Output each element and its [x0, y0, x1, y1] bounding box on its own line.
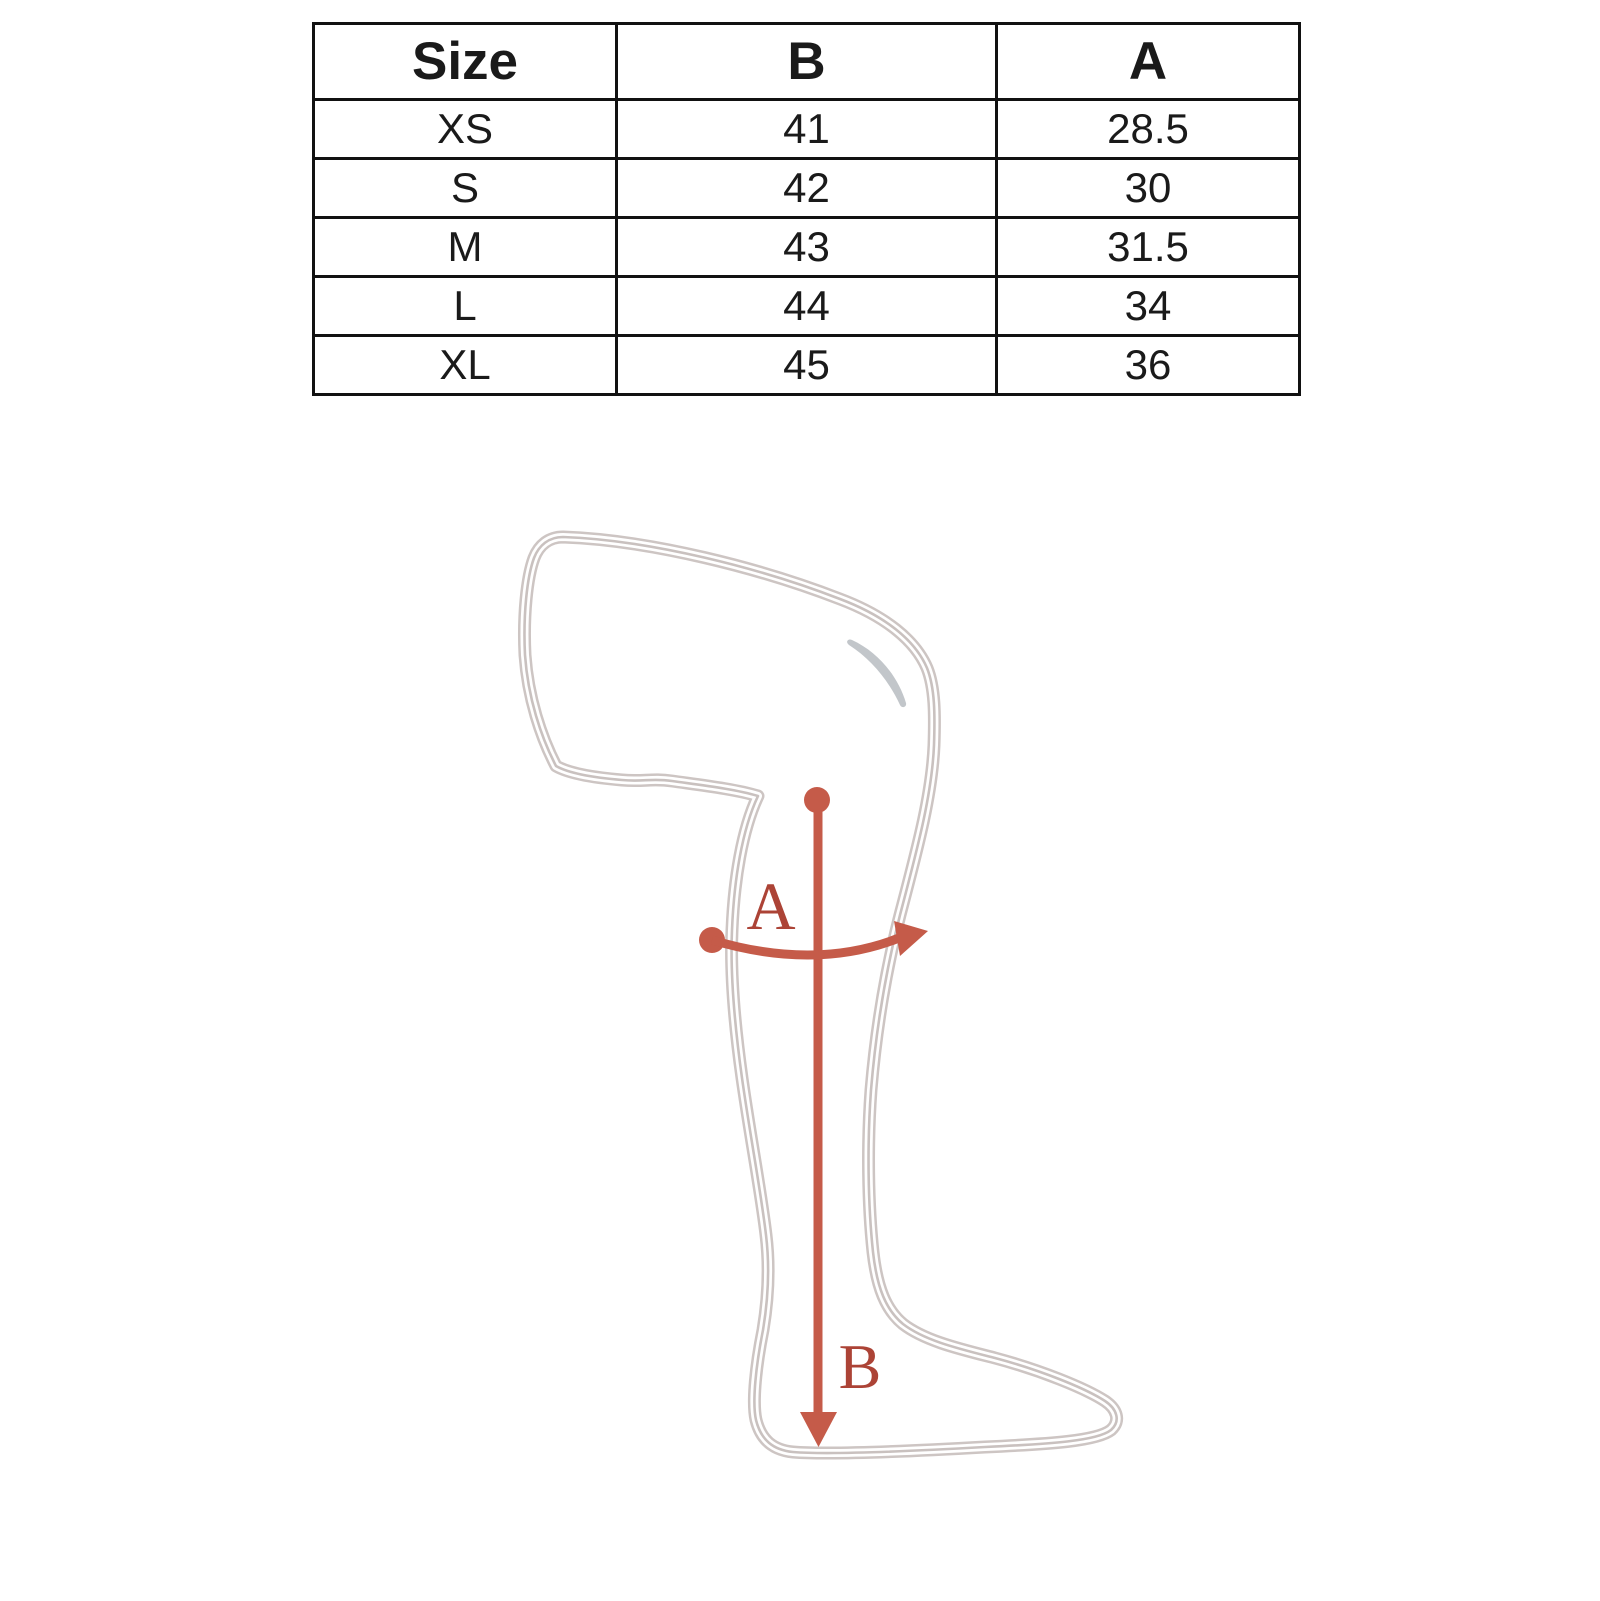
table-row-l	[314, 277, 1300, 336]
cell-a: 30	[997, 159, 1300, 218]
cell-b: 43	[617, 218, 997, 277]
cell-b: 42	[617, 159, 997, 218]
leg-measurement-diagram	[440, 480, 1160, 1500]
measure-b-label: B	[838, 1331, 882, 1402]
measure-a-label: A	[746, 868, 796, 944]
header-size: Size	[314, 24, 617, 100]
cell-b: 45	[617, 336, 997, 395]
header-b: B	[617, 24, 997, 100]
cell-size: S	[314, 159, 617, 218]
leg-diagram-svg	[440, 480, 1160, 1500]
table-row-xl	[314, 336, 1300, 395]
cell-a: 34	[997, 277, 1300, 336]
cell-a: 31.5	[997, 218, 1300, 277]
cell-size: M	[314, 218, 617, 277]
measure-a-arrowhead	[894, 921, 928, 956]
cell-size: L	[314, 277, 617, 336]
cell-size: XL	[314, 336, 617, 395]
cell-b: 41	[617, 100, 997, 159]
header-a: A	[997, 24, 1300, 100]
table-row-s	[314, 159, 1300, 218]
table-header-row	[314, 24, 1300, 100]
table-row-xs	[314, 100, 1300, 159]
table-row-m	[314, 218, 1300, 277]
cell-b: 44	[617, 277, 997, 336]
cell-a: 36	[997, 336, 1300, 395]
size-table	[312, 22, 1301, 396]
cell-a: 28.5	[997, 100, 1300, 159]
cell-size: XS	[314, 100, 617, 159]
